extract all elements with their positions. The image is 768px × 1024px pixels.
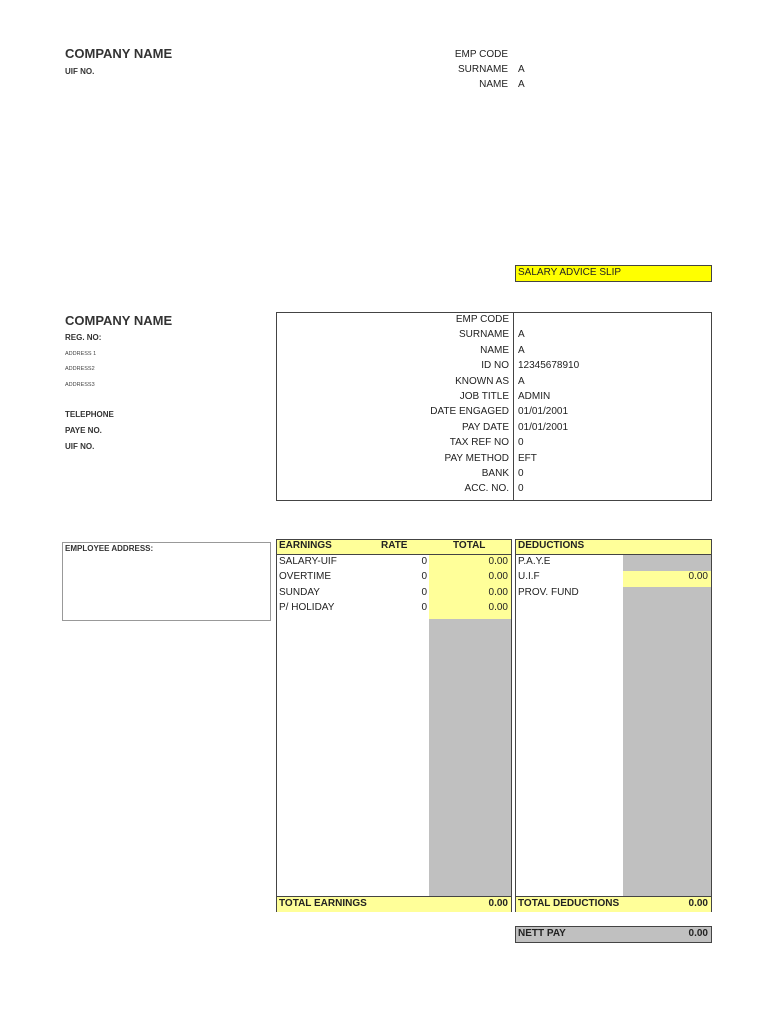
employee-field-label: TAX REF NO — [449, 437, 509, 449]
total-deductions-value: 0.00 — [688, 898, 708, 909]
employee-field-label: EMP CODE — [455, 314, 509, 325]
earnings-row-rate: 0 — [421, 556, 427, 567]
earnings-header: EARNINGS — [279, 540, 332, 551]
employee-field-label: DATE ENGAGED — [430, 406, 509, 418]
employee-field-value: EFT — [518, 452, 537, 464]
deduction-row-name: U.I.F — [518, 571, 540, 583]
employee-field-label: JOB TITLE — [459, 391, 509, 402]
earnings-row-name: SALARY-UIF — [279, 556, 337, 567]
deductions-header-row — [516, 540, 711, 555]
earnings-row-total: 0.00 — [488, 556, 508, 567]
salary-slip-title: SALARY ADVICE SLIP — [518, 267, 622, 278]
uif-no-label: UIF NO. — [65, 442, 95, 451]
employee-address-box — [62, 542, 271, 621]
name-label-top: NAME — [479, 79, 508, 90]
address-3: ADDRESS3 — [65, 382, 95, 388]
employee-field-value: 01/01/2001 — [518, 421, 569, 433]
uif-label-top: UIF NO. — [65, 67, 95, 76]
earnings-row-total: 0.00 — [488, 571, 508, 583]
employee-field-label: ID NO — [481, 360, 509, 372]
earnings-row-total: 0.00 — [488, 601, 508, 613]
employee-field-value: A — [518, 375, 525, 387]
employee-field-label: BANK — [481, 468, 509, 479]
employee-field-value: 0 — [518, 437, 524, 449]
employee-field-value: 12345678910 — [518, 360, 580, 372]
deductions-header: DEDUCTIONS — [518, 540, 585, 551]
earnings-row-rate: 0 — [421, 586, 427, 598]
deduction-row-name: PROV. FUND — [518, 586, 579, 598]
total-earnings-row — [277, 896, 511, 912]
total-deductions-label: TOTAL DEDUCTIONS — [518, 898, 620, 909]
reg-no-label: REG. NO: — [65, 333, 102, 342]
employee-field-value: A — [518, 344, 525, 356]
nett-pay-label: NETT PAY — [518, 928, 566, 939]
earnings-row-name: SUNDAY — [279, 586, 320, 598]
total-earnings-value: 0.00 — [488, 898, 508, 909]
employee-details-divider — [513, 313, 514, 500]
deduction-row-value: 0.00 — [688, 571, 708, 583]
earnings-row-rate: 0 — [421, 601, 427, 613]
nett-pay-row — [515, 926, 712, 943]
address-1: ADDRESS 1 — [65, 351, 97, 357]
paye-no-label: PAYE NO. — [65, 426, 102, 435]
employee-field-label: PAY DATE — [461, 421, 509, 433]
salary-slip-title-box — [515, 265, 712, 282]
earnings-header-row — [277, 540, 511, 555]
employee-field-value: ADMIN — [518, 391, 551, 402]
company-name: COMPANY NAME — [65, 313, 173, 328]
total-earnings-label: TOTAL EARNINGS — [279, 898, 367, 909]
earnings-row-name: OVERTIME — [279, 571, 332, 583]
address-2: ADDRESS2 — [65, 366, 95, 372]
earnings-grey-area — [429, 619, 511, 896]
employee-field-value: 0 — [518, 483, 524, 495]
employee-field-label: NAME — [480, 344, 509, 356]
earnings-row-total: 0.00 — [488, 586, 508, 598]
employee-field-value: A — [518, 329, 525, 341]
total-deductions-row — [516, 896, 711, 912]
deductions-grey-top — [623, 555, 711, 571]
name-value-top: A — [518, 79, 525, 90]
employee-field-value: 0 — [518, 468, 524, 479]
earnings-table — [276, 539, 512, 912]
nett-pay-value: 0.00 — [688, 928, 708, 939]
employee-field-value: 01/01/2001 — [518, 406, 569, 418]
employee-field-label: PAY METHOD — [444, 452, 509, 464]
employee-field-label: KNOWN AS — [455, 375, 509, 387]
deductions-table — [515, 539, 712, 912]
surname-value-top: A — [518, 64, 525, 75]
telephone-label: TELEPHONE — [65, 410, 114, 419]
employee-field-label: SURNAME — [458, 329, 509, 341]
earnings-row-rate: 0 — [421, 571, 427, 583]
rate-header: RATE — [381, 540, 408, 551]
employee-address-label: EMPLOYEE ADDRESS: — [65, 544, 154, 553]
emp-code-label-top: EMP CODE — [454, 49, 508, 60]
surname-label-top: SURNAME — [457, 64, 508, 75]
employee-field-label: ACC. NO. — [464, 483, 509, 495]
employee-details-box — [276, 312, 712, 501]
total-header: TOTAL — [453, 540, 486, 551]
company-name-top: COMPANY NAME — [65, 46, 173, 61]
deduction-row-name: P.A.Y.E — [518, 556, 551, 567]
deductions-grey-area — [623, 587, 711, 896]
earnings-row-name: P/ HOLIDAY — [279, 601, 335, 613]
